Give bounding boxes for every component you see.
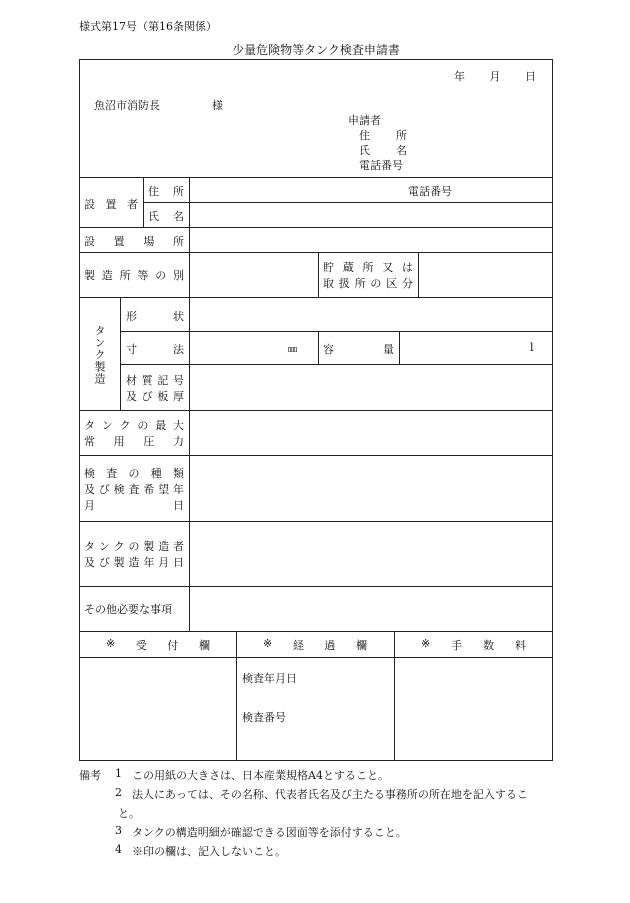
rule: [79, 455, 553, 456]
text: ク: [119, 419, 131, 432]
text: 料: [514, 639, 526, 652]
other-label: その他必要な事項: [84, 603, 172, 616]
rule: [79, 410, 553, 411]
text: 年: [172, 483, 184, 496]
text: 号: [172, 374, 184, 387]
text: 欄: [356, 639, 367, 652]
text: 最: [155, 419, 167, 432]
text: 用: [113, 435, 125, 448]
text: 取: [323, 277, 334, 290]
text: 年: [143, 556, 155, 569]
text: 月: [158, 556, 170, 569]
text: 名: [173, 210, 184, 223]
text: 別: [172, 269, 184, 282]
rule: [120, 297, 121, 410]
text: ン: [101, 419, 113, 432]
text: 及: [84, 556, 95, 569]
text: 板: [157, 390, 169, 403]
text: 数: [483, 639, 495, 652]
text: 所: [172, 235, 184, 248]
note-number: 1: [115, 767, 122, 780]
applicant-label: 申請者: [348, 114, 381, 127]
rule: [318, 331, 319, 364]
text: 種: [150, 467, 162, 480]
text: 者: [127, 198, 138, 211]
text: び: [98, 556, 110, 569]
text: 日: [172, 556, 184, 569]
text: 査: [128, 483, 140, 496]
text: 記: [157, 374, 169, 387]
text: の: [128, 467, 140, 480]
text: 所: [173, 185, 184, 198]
installer-label: [84, 196, 138, 212]
text: 厚: [172, 390, 184, 403]
inspection-line2: [84, 481, 184, 497]
progress-header: [263, 637, 367, 653]
text: ク: [113, 540, 125, 553]
text: 又: [382, 261, 394, 274]
rule: [79, 657, 553, 658]
text: 氏: [148, 210, 159, 223]
location-label: [84, 233, 184, 249]
date-year: 年: [454, 70, 465, 83]
applicant-name: [359, 142, 407, 158]
text: ※: [106, 637, 116, 650]
text: 法: [173, 343, 184, 356]
text: 容: [323, 343, 334, 356]
manufacturer-line2: [84, 554, 184, 570]
text: 所: [362, 261, 374, 274]
text: 場: [143, 235, 155, 248]
rule: [120, 364, 553, 365]
text: 手: [451, 639, 463, 652]
text: ※: [263, 637, 273, 650]
date-line: [454, 68, 536, 84]
text: 製: [84, 269, 95, 282]
text: 検: [84, 467, 95, 480]
text: 圧: [143, 435, 155, 448]
notes-label: 備考: [79, 769, 101, 782]
text: 扱: [338, 277, 350, 290]
applicant-phone: 電話番号: [359, 159, 403, 172]
capacity-label: [323, 341, 394, 357]
addressee-name: 魚沼市消防長: [94, 99, 160, 112]
text: 材: [126, 374, 137, 387]
note-number: 4: [115, 843, 122, 856]
installer-phone-label: 電話番号: [408, 185, 452, 198]
rule: [318, 252, 319, 297]
text: 付: [167, 639, 179, 652]
text: 大: [172, 419, 184, 432]
text: の: [128, 540, 140, 553]
installer-address-label: [148, 183, 184, 199]
text: 日: [173, 499, 184, 512]
material-line1: [126, 372, 184, 388]
text: 名: [396, 144, 407, 157]
note-text: タンクの構造明細が確認できる図面等を添付すること。: [132, 826, 407, 839]
text: 及: [126, 390, 137, 403]
text: の: [155, 269, 167, 282]
text: 住: [148, 185, 159, 198]
applicant-address: [359, 127, 407, 143]
text: 所: [354, 277, 366, 290]
form-title: 少量危険物等タンク検査申請書: [232, 43, 400, 57]
material-line2: [126, 388, 184, 404]
manufacturer-line1: [84, 538, 184, 554]
text: 検: [113, 483, 125, 496]
dimension-label: [126, 341, 184, 357]
text: 貯: [323, 261, 334, 274]
facility-type-label: [84, 267, 184, 283]
text: 形: [126, 310, 137, 323]
addressee-honorific: 様: [212, 99, 223, 112]
text: び: [98, 483, 110, 496]
text: 望: [158, 483, 170, 496]
rule: [399, 331, 400, 364]
text: 蔵: [342, 261, 354, 274]
rule: [79, 297, 553, 298]
text: 造: [128, 556, 140, 569]
note-text-continued: と。: [118, 807, 140, 820]
text: 設: [84, 198, 95, 211]
inspection-line3: [84, 497, 184, 513]
rule: [79, 177, 553, 178]
receipt-header: [106, 637, 210, 653]
rule: [79, 521, 553, 522]
date-month: 月: [489, 70, 501, 83]
text: 区: [386, 277, 398, 290]
text: 設: [84, 235, 95, 248]
text: タ: [84, 540, 95, 553]
note-text: この用紙の大きさは、日本産業規格A4とすること。: [132, 769, 389, 782]
text: 住: [359, 129, 370, 142]
note-number: 3: [115, 824, 122, 837]
text: 経: [292, 639, 304, 652]
text: ※: [421, 637, 431, 650]
rule: [418, 252, 419, 297]
rule: [79, 631, 553, 632]
rule: [143, 202, 553, 203]
text: 過: [324, 639, 336, 652]
storage-class-line2: [323, 275, 413, 291]
text: 者: [172, 540, 184, 553]
text: は: [402, 261, 413, 274]
dimension-unit: ㎜: [288, 345, 298, 355]
rule: [79, 227, 553, 228]
text: 等: [137, 269, 149, 282]
text: 所: [119, 269, 131, 282]
rule: [79, 252, 553, 253]
installer-name-label: [148, 208, 184, 224]
shape-label: [126, 308, 184, 324]
text: 量: [383, 343, 394, 356]
text: 月: [84, 499, 95, 512]
rule: [143, 177, 144, 227]
text: び: [141, 390, 153, 403]
text: ン: [98, 540, 110, 553]
rule: [189, 177, 190, 631]
text: 製: [143, 540, 155, 553]
text: 類: [173, 467, 184, 480]
note-text: ※印の欄は、記入しないこと。: [132, 845, 286, 858]
capacity-unit: l: [530, 341, 534, 354]
text: 力: [172, 435, 184, 448]
text: 希: [143, 483, 155, 496]
text: 製: [113, 556, 125, 569]
text: 常: [84, 435, 95, 448]
text: 状: [173, 310, 184, 323]
rule: [236, 631, 237, 761]
note-number: 2: [115, 786, 122, 799]
note-text: 法人にあっては、その名称、代表者氏名及び主たる事務所の所在地を記入するこ: [132, 788, 528, 801]
text: タ: [84, 419, 95, 432]
text: の: [137, 419, 149, 432]
text: 造: [101, 269, 113, 282]
max-pressure-line2: [84, 433, 184, 449]
text: 査: [106, 467, 118, 480]
rule: [120, 331, 553, 332]
text: の: [370, 277, 382, 290]
text: 欄: [199, 639, 210, 652]
text: 質: [141, 374, 153, 387]
storage-class-line1: [323, 259, 413, 275]
text: 所: [396, 129, 407, 142]
fee-header: [421, 637, 526, 653]
inspection-number-label: 検査番号: [242, 711, 286, 724]
text: 置: [105, 198, 117, 211]
text: 造: [158, 540, 170, 553]
rule: [394, 631, 395, 761]
tank-build-label: タンク製造: [93, 325, 106, 385]
inspection-date-label: 検査年月日: [242, 672, 297, 685]
text: 及: [84, 483, 95, 496]
form-id: 様式第17号（第16条関係）: [79, 20, 217, 33]
text: 分: [401, 277, 413, 290]
inspection-line1: [84, 465, 184, 481]
text: 置: [113, 235, 125, 248]
max-pressure-line1: [84, 417, 184, 433]
text: 寸: [126, 343, 137, 356]
rule: [79, 586, 553, 587]
date-day: 日: [525, 70, 536, 83]
text: 受: [135, 639, 147, 652]
text: 氏: [359, 144, 370, 157]
